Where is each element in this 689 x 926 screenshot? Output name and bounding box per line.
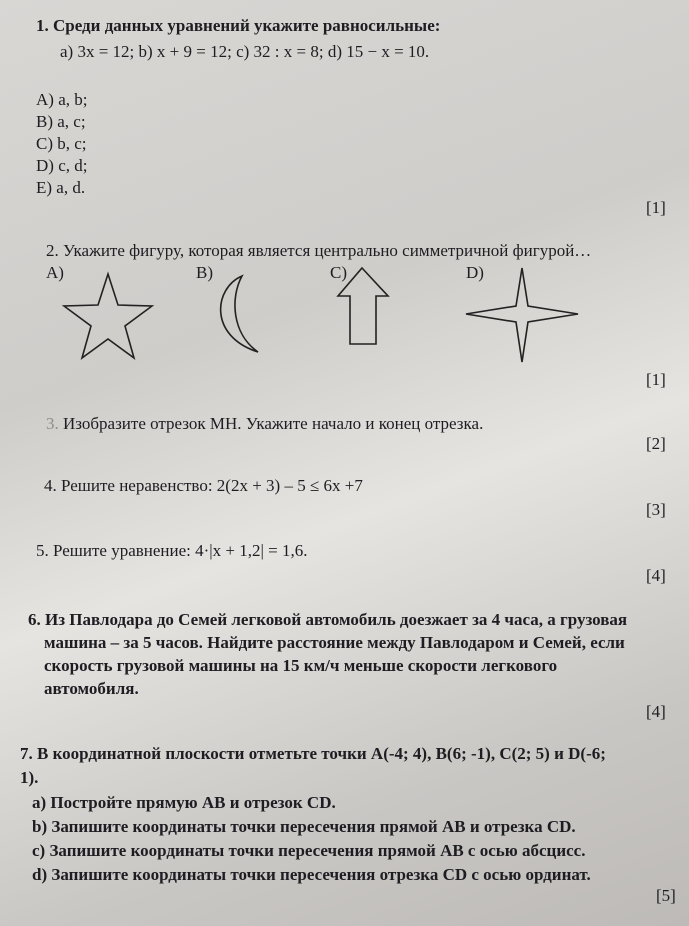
q1-equations: a) 3x = 12; b) x + 9 = 12; c) 32 : x = 8; d) 15 − x = 10. bbox=[60, 42, 430, 61]
q6-line-1: 6. Из Павлодара до Семей легковой автомобиль доезжает за 4 часа, а грузовая bbox=[28, 610, 628, 629]
q1-option-e: E) a, d. bbox=[36, 178, 86, 197]
crescent-figure bbox=[204, 274, 274, 356]
star-figure bbox=[62, 270, 162, 365]
q7-line-2: 1). bbox=[20, 768, 39, 787]
q7-line-1: 7. В координатной плоскости отметьте точки A(-4; 4), B(6; -1), C(2; 5) и D(-6; bbox=[20, 744, 606, 763]
q2-label-d: D) bbox=[466, 263, 484, 282]
q3-number: 3. bbox=[46, 414, 59, 433]
q2-label-b: B) bbox=[196, 263, 213, 282]
q5-text: 5. Решите уравнение: 4·|x + 1,2| = 1,6. bbox=[36, 541, 308, 560]
q6-line-4: автомобиля. bbox=[44, 679, 139, 698]
q1-option-a: A) a, b; bbox=[36, 90, 88, 109]
q1-option-d: D) c, d; bbox=[36, 156, 88, 175]
q3-line bbox=[46, 414, 483, 434]
q5-score: [4] bbox=[646, 566, 666, 585]
q1-option-b: B) a, c; bbox=[36, 112, 86, 131]
q3-score: [2] bbox=[646, 434, 666, 453]
q7-sub-b: b) Запишите координаты точки пересечения прямой AB и отрезка CD. bbox=[32, 817, 576, 836]
q7-sub-a: a) Постройте прямую AB и отрезок CD. bbox=[32, 793, 336, 812]
q2-label-c: C) bbox=[330, 263, 347, 282]
q4-text: 4. Решите неравенство: 2(2x + 3) – 5 ≤ 6x +7 bbox=[44, 476, 363, 495]
q7-score: [5] bbox=[656, 886, 676, 905]
q2-title: 2. Укажите фигуру, которая является центрально симметричной фигурой… bbox=[46, 241, 592, 260]
q1-title: 1. Среди данных уравнений укажите равносильные: bbox=[36, 16, 441, 35]
q4-score: [3] bbox=[646, 500, 666, 519]
four-point-star-figure bbox=[462, 266, 582, 364]
q6-line-2: машина – за 5 часов. Найдите расстояние между Павлодаром и Семей, если bbox=[44, 633, 625, 652]
q2-score: [1] bbox=[646, 370, 666, 389]
q7-sub-d: d) Запишите координаты точки пересечения отрезка CD с осью ординат. bbox=[32, 865, 591, 884]
q6-line-3: скорость грузовой машины на 15 км/ч меньше скорости легкового bbox=[44, 656, 558, 675]
q7-sub-c: c) Запишите координаты точки пересечения прямой AB с осью абсцисс. bbox=[32, 841, 586, 860]
arrow-figure bbox=[332, 264, 392, 349]
q1-score: [1] bbox=[646, 198, 666, 217]
q3-text: Изобразите отрезок МН. Укажите начало и конец отрезка. bbox=[63, 414, 484, 433]
q1-option-c: C) b, c; bbox=[36, 134, 87, 153]
q2-label-a: A) bbox=[46, 263, 64, 282]
q6-score: [4] bbox=[646, 702, 666, 721]
